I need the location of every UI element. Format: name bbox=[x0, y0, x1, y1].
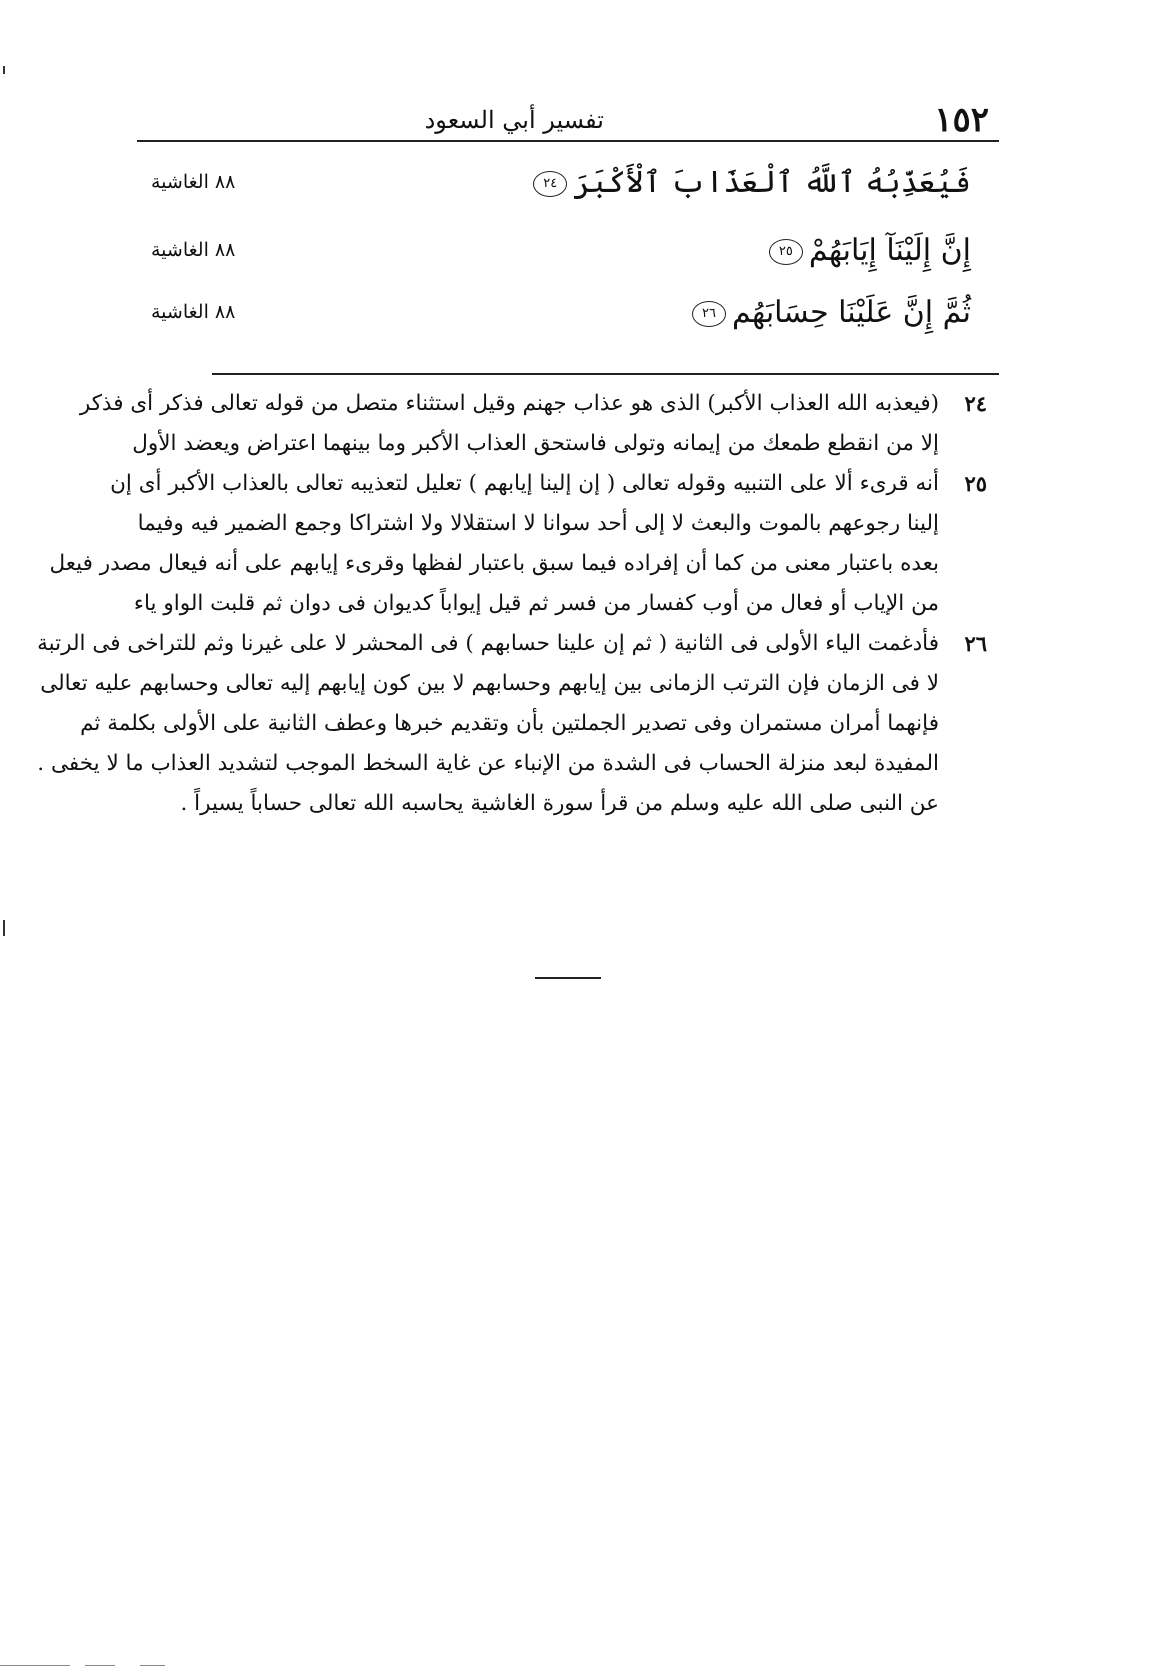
page-number: ١٥٢ bbox=[934, 100, 989, 140]
commentary-text: لا فى الزمان فإن الترتب الزمانى بين إيابهم وحسابهم لا بين كون إيابهم إليه تعالى وحسابهم عليه تعالى bbox=[40, 671, 939, 696]
commentary-line bbox=[37, 624, 999, 664]
end-of-section-rule bbox=[535, 977, 601, 979]
verses-commentary-divider bbox=[212, 373, 999, 375]
commentary-text: فإنهما أمران مستمران وفى تصدير الجملتين بأن وتقديم خبرها وعطف الثانية على الأولى بكلمة ثم bbox=[80, 711, 939, 736]
header-rule bbox=[137, 140, 999, 142]
commentary-line bbox=[80, 704, 999, 744]
scan-artifact bbox=[140, 1665, 165, 1666]
commentary-text: أنه قرىء ألا على التنبيه وقوله تعالى ( إن إلينا إيابهم ) تعليل لتعذيبه تعالى بالعذاب الأكبر أى إن bbox=[110, 471, 939, 496]
commentary-text: (فيعذبه الله العذاب الأكبر) الذى هو عذاب جهنم وقيل استثناء متصل من قوله تعالى فذكر أى فذكر bbox=[79, 391, 939, 416]
verse-row bbox=[137, 160, 999, 206]
commentary-text: عن النبى صلى الله عليه وسلم من قرأ سورة الغاشية يحاسبه الله تعالى حساباً يسيراً . bbox=[180, 791, 939, 816]
verse-text: إِنَّ إِلَيْنَآ إِيَابَهُمْ٢٥ bbox=[769, 228, 971, 274]
verse-text: ثُمَّ إِنَّ عَلَيْنَا حِسَابَهُم٢٦ bbox=[692, 290, 971, 336]
commentary-text: فأدغمت الياء الأولى فى الثانية ( ثم إن علينا حسابهم ) فى المحشر لا على غيرنا وثم للتراخى فى الرتبة bbox=[37, 631, 939, 656]
commentary-text: إلينا رجوعهم بالموت والبعث لا إلى أحد سوانا لا استقلالا ولا اشتراكا وجمع الضمير فيه وفيما bbox=[137, 511, 939, 536]
running-title: تفسير أبي السعود bbox=[424, 106, 604, 134]
scan-artifact bbox=[0, 1665, 70, 1666]
surah-reference: ٨٨ الغاشية bbox=[151, 171, 236, 193]
verse-ref-number: ٢٤ bbox=[964, 391, 987, 416]
commentary-line bbox=[79, 384, 999, 424]
commentary-text: من الإياب أو فعال من أوب كفسار من فسر ثم قيل إيواباً كديوان فى دوان ثم قلبت الواو ياء bbox=[133, 591, 939, 616]
verse-number-marker: ٢٤ bbox=[533, 171, 567, 197]
page-header bbox=[137, 98, 999, 142]
commentary-line bbox=[137, 784, 999, 824]
commentary-line bbox=[132, 424, 999, 464]
surah-reference: ٨٨ الغاشية bbox=[151, 301, 236, 323]
commentary-text: المفيدة لبعد منزلة الحساب فى الشدة من الإنباء عن غاية السخط الموجب لتشديد العذاب ما لا يخفى . bbox=[37, 751, 939, 776]
commentary-block bbox=[37, 384, 999, 824]
verse-number-marker: ٢٦ bbox=[692, 301, 726, 327]
commentary-line bbox=[110, 464, 999, 504]
commentary-text: بعده باعتبار معنى من كما أن إفراده فيما سبق باعتبار لفظها وقرىء إيابهم على أنه فيعال مصدر فيعل bbox=[49, 551, 939, 576]
verse-number-marker: ٢٥ bbox=[769, 239, 803, 265]
verse-row bbox=[137, 290, 999, 336]
scan-artifact bbox=[85, 1665, 115, 1666]
commentary-line bbox=[137, 504, 999, 544]
verse-row bbox=[137, 228, 999, 274]
verse-ref-number: ٢٦ bbox=[964, 631, 987, 656]
commentary-line bbox=[49, 544, 999, 584]
commentary-line bbox=[37, 744, 999, 784]
surah-reference: ٨٨ الغاشية bbox=[151, 239, 236, 261]
verse-text: فَيُعَذِّبُهُ ٱللَّهُ ٱلْعَذَابَ ٱلْأَكْبَرَ٢٤ bbox=[533, 160, 971, 206]
scan-artifact bbox=[3, 920, 5, 936]
scan-artifact bbox=[3, 66, 5, 74]
commentary-line bbox=[133, 584, 999, 624]
verse-ref-number: ٢٥ bbox=[964, 471, 987, 496]
commentary-text: إلا من انقطع طمعك من إيمانه وتولى فاستحق العذاب الأكبر وما بينهما اعتراض ويعضد الأول bbox=[132, 431, 939, 456]
commentary-line bbox=[40, 664, 999, 704]
